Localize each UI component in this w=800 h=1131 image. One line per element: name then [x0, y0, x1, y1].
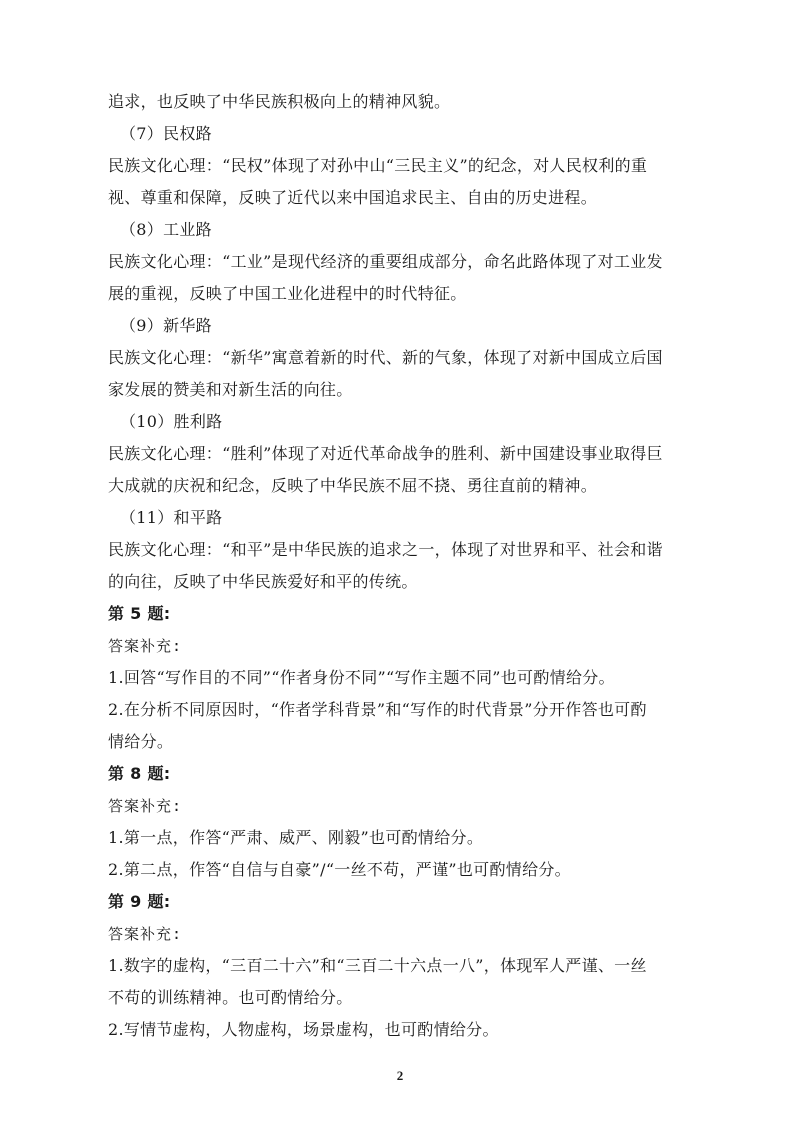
item-title-minquan-road: （7）民权路 — [120, 124, 212, 143]
item-title-shengli-road: （10）胜利路 — [120, 412, 223, 431]
item-title-heping-road: （11）和平路 — [120, 508, 223, 527]
paragraph-line: 追求，也反映了中华民族积极向上的精神风貌。 — [108, 92, 451, 111]
paragraph-line: 1.回答“写作目的不同”“作者身份不同”“写作主题不同”也可酌情给分。 — [108, 668, 615, 687]
paragraph-line: 民族文化心理：“新华”寓意着新的时代、新的气象，体现了对新中国成立后国 — [108, 348, 663, 367]
paragraph-line: 2.在分析不同原因时，“作者学科背景”和“写作的时代背景”分开作答也可酌 — [108, 700, 647, 719]
paragraph-line: 家发展的赞美和对新生活的向往。 — [108, 380, 353, 399]
question-heading-9: 第 9 题: — [108, 892, 171, 911]
paragraph-line: 的向往，反映了中华民族爱好和平的传统。 — [108, 572, 418, 591]
paragraph-line: 民族文化心理：“和平”是中华民族的追求之一，体现了对世界和平、社会和谐 — [108, 540, 663, 559]
answer-supplement-label: 答案补充: — [108, 637, 183, 655]
paragraph-line: 展的重视，反映了中国工业化进程中的时代特征。 — [108, 284, 467, 303]
question-heading-5: 第 5 题: — [108, 604, 171, 623]
paragraph-line: 2.第二点，作答“自信与自豪”/“一丝不苟，严谨”也可酌情给分。 — [108, 860, 571, 879]
answer-supplement-label: 答案补充: — [108, 925, 183, 943]
answer-supplement-label: 答案补充: — [108, 797, 183, 815]
paragraph-line: 不苟的训练精神。也可酌情给分。 — [108, 988, 353, 1007]
item-title-gongye-road: （8）工业路 — [120, 220, 212, 239]
paragraph-line: 1.数字的虚构，“三百二十六”和“三百二十六点一八”，体现军人严谨、一丝 — [108, 956, 647, 975]
paragraph-line: 大成就的庆祝和纪念，反映了中华民族不屈不挠、勇往直前的精神。 — [108, 476, 598, 495]
question-heading-8: 第 8 题: — [108, 764, 171, 783]
paragraph-line: 1.第一点，作答“严肃、威严、刚毅”也可酌情给分。 — [108, 828, 484, 847]
paragraph-line: 视、尊重和保障，反映了近代以来中国追求民主、自由的历史进程。 — [108, 188, 598, 207]
item-title-xinhua-road: （9）新华路 — [120, 316, 212, 335]
paragraph-line: 民族文化心理：“民权”体现了对孙中山“三民主义”的纪念，对人民权利的重 — [108, 156, 648, 175]
document-body — [108, 86, 708, 1046]
page-number: 2 — [396, 1068, 404, 1083]
paragraph-line: 情给分。 — [108, 732, 174, 751]
paragraph-line: 民族文化心理：“工业”是现代经济的重要组成部分，命名此路体现了对工业发 — [108, 252, 663, 271]
paragraph-line: 民族文化心理：“胜利”体现了对近代革命战争的胜利、新中国建设事业取得巨 — [108, 444, 663, 463]
paragraph-line: 2.写情节虚构，人物虚构，场景虚构，也可酌情给分。 — [108, 1020, 499, 1039]
